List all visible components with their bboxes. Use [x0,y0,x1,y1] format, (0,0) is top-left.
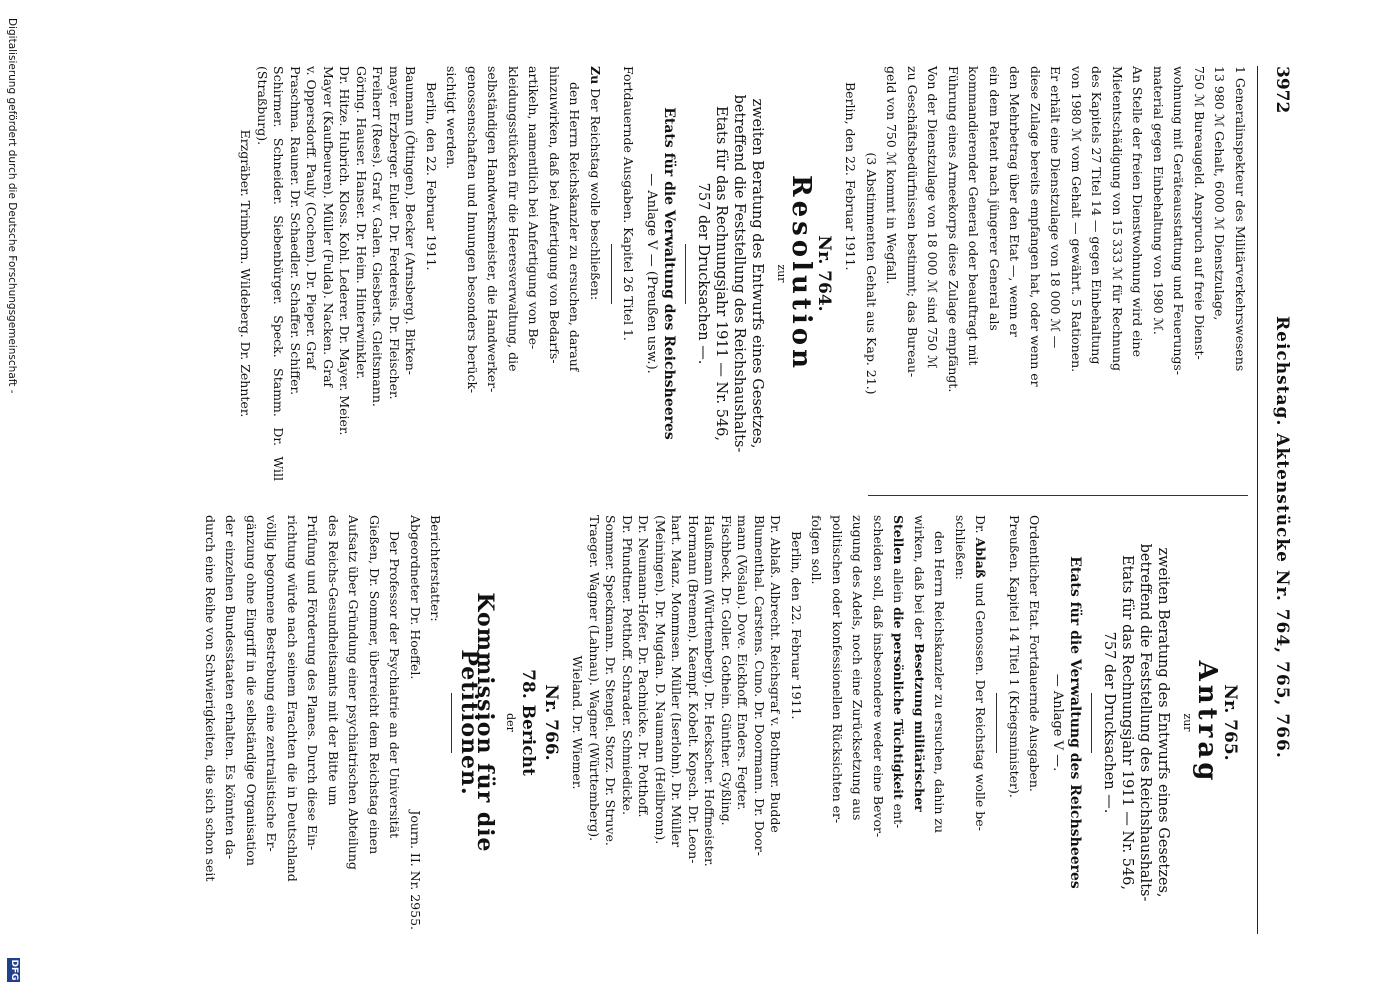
report-text: richtung würde nach seinem Erachten die in Deutschland [285,515,300,882]
intro-text: schließen: [953,515,968,580]
resolution-body: genossenschaften und Innungen besonders berück- [465,66,480,394]
section-number: Nr. 765. [1220,684,1240,761]
section-title [1101,515,1173,930]
intro-text: Dr. [973,515,989,538]
reporter-row [407,515,424,930]
motion-body: zugung des Adels, noch eine Zurücksetzung aus [850,515,866,821]
signatory-line: Freiherr (Rees). Graf v. Galen. Giesberts. Gleitsmann. [370,66,386,407]
signatories [237,66,419,481]
motion-body [911,515,928,930]
berichterstatter-label: Berichterstatter: [428,515,444,622]
budget-line: des Kapitels 27 Titel 14 — gegen Einbehaltung [1089,66,1105,365]
report-text: des Reichs-Gesundheitsamts mit der Bitte um [326,515,341,806]
resolution-body: artikeln, namentlich bei Anfertigung von Be- [526,66,542,350]
right-column [50,515,1248,930]
anlage-line: — Anlage V — (Preußen usw.). [644,173,659,374]
etats-heading: Etats für die Verwaltung des Reichsheeres [661,107,678,440]
title-line: zweiten Beratung des Entwurfs eines Gesetzes, [1155,547,1172,898]
intro-text: und Genossen. Der Reichstag wolle be- [973,578,989,831]
motion-body [890,515,907,930]
signatory-line: Fischbeck. Dr. Goller. Gothein. Günther. Gyßling. [719,515,734,826]
credit-text: Digitalisierung gefördert durch die Deutsche Forschungsgemeinschaft - [6,18,18,394]
report-text: Aufsatz über Gründung einer psychiatrischen Abteilung [346,515,362,870]
signatory-line: Dr. Neumann-Hofer. Dr. Pachnicke. Dr. Potthoff. [636,515,652,818]
budget-line: Von der Dienstzulage von 18 000 ℳ sind 750 ℳ [925,66,941,369]
budget-line: von 1980 ℳ vom Gehalt — gewährt. 5 Rationen. [1069,66,1084,373]
title-line: Etats für das Rechnungsjahr 1911 — Nr. 546, [713,105,730,442]
resolution-body: hinzuwirken, daß bei Anfertigung von Bedarfs- [547,66,562,364]
signatories [569,515,784,930]
zur-label: zur [775,264,788,283]
signatory-line: Dr. Pfundtner. Potthoff. Schrader. Schmiedicke. [620,515,635,815]
budget-line: material gegen Einbehaltung von 1980 ℳ. [1151,66,1166,335]
separator-rule [686,244,687,304]
intro-line [972,515,989,930]
signatory-line: mayer. Erzberger. Euler. Dr. Ferdereis. Dr. Fleischer. [387,66,402,400]
dfg-logo: DFG [9,959,19,981]
budget-line: ein dem Patent nach jüngerer General als [987,66,1002,331]
date-line: Berlin, den 22. Februar 1911. [789,531,804,720]
signatory-line: Schirmer. Schneider. Siebenbürger. Speck. Stamm. Dr. Will (Straßburg). [255,66,287,481]
signatory-line: Wieland. Dr. Wiemer. [570,655,586,790]
zu-label: Zu [588,66,603,85]
etats-heading: Etats für die Verwaltung des Reichsheeres [1067,556,1084,889]
date-line: Berlin, den 22. Februar 1911. [424,82,439,271]
section-nr-765 [569,515,1238,930]
budget-line: wohnung mit Geräteausstattung und Feuerungs- [1171,66,1187,376]
report-text: gänzung ohne Eingriff in die selbständige Organisation [244,515,259,866]
signatory-line: mann (Vöslau). Dove. Eickhoff. Enders. Fegter. [735,515,751,811]
signatory-line: Blumenthal. Carstens. Cuno. Dr. Doormann. Dr. Door- [752,515,767,856]
section-heading: Antrag [1192,660,1223,785]
resolution-body: den Herrn Reichskanzler zu ersuchen, darauf [567,82,583,372]
signatory-line: Göring. Hauser. Hanser. Dr. Heim. Hinterwinkler. [354,66,369,380]
zur-label: zur [1181,713,1194,732]
budget-line: Führung eines Armeekorps diese Zulage empfängt. [946,66,961,393]
budget-line: diese Zulage bereits empfangen hat, oder wenn er [1028,66,1043,387]
section-title [695,66,767,481]
page-number: 3972 [1272,66,1292,114]
ordentlicher-line: Ordentlicher Etat. Fortdauernde Ausgaben. [1027,515,1043,792]
budget-line: An Stelle der freien Dienstwohnung wird eine [1130,66,1146,357]
running-title: Reichstag. Aktenstücke Nr. 764, 765, 766. [1272,316,1292,759]
budget-line: 1 Generalinspekteur des Militärverkehrswesens [1233,66,1248,372]
section-nr-766 [202,515,560,930]
separator-rule [452,693,453,753]
budget-line: Mietentschädigung von 15 333 ℳ für Rechnung [1110,66,1125,371]
signatory-line: Traeger. Wagner (Lahnau). Wagner (Württemberg). [587,515,602,842]
motion-text: ent- [891,799,907,829]
left-column [50,66,1248,481]
motion-emphasis: Stellen [891,515,907,565]
signatory-line: v. Oppersdorff. Pauly (Cochem). Dr. Pieper. Graf [304,66,320,370]
budget-line: 13 980 ℳ Gehalt, 6000 ℳ Dienstzulage, [1212,66,1228,321]
motion-body: scheiden soll, daß insbesondere weder eine Bevor- [871,515,886,838]
report-text: Der Professor der Psychiatrie an der Universität [387,531,403,839]
separator-rule [997,693,998,753]
motion-text: wirken, daß bei der [912,515,927,644]
budget-line: 750 ℳ Bureaugeld. Anspruch auf freie Dienst- [1192,66,1207,360]
title-line: Etats für das Rechnungsjahr 1911 — Nr. 546, [1119,554,1136,891]
fortdauernde-line: Fortdauernde Ausgaben. Kapitel 26 Titel 1. [621,66,637,341]
signatory-line: (Meiningen). Dr. Mugdan. D. Naumann (Heilbronn). [653,515,668,845]
journal-number: Journ. II. Nr. 2955. [408,810,423,930]
budget-line: (3 Abstimmenten Gehalt aus Kap. 21.) [864,152,879,395]
report-text: durch eine Reihe von Schwierigkeiten, die sich schon seit [203,515,218,882]
report-text: Gießen, Dr. Sommer, überreicht dem Reichstag einen [367,515,382,855]
section-heading: Resolution [786,174,817,373]
section-number: Nr. 766. [541,684,561,761]
signatory-line: Sommer. Speckmann. Dr. Stengel. Storz. Dr. Struve. [603,515,619,846]
motion-text: allein [891,564,907,608]
anlage-line: — Anlage V —. [1050,673,1065,772]
signatory-line: Praschma. Rauner. Dr. Schaedler. Schaffer. Schiffer. [288,66,303,396]
intro-text: Der Reichstag wolle beschließen: [588,88,603,301]
section-nr-764 [237,66,832,481]
motion-body: folgen soll. [809,515,825,585]
resolution-body: selbständigen Handwerksmeister, die Handwerker- [485,66,501,393]
budget-line: zu Geschäftsbedürfnissen bestimmt; das Bureau- [905,66,920,378]
column-divider [868,495,1248,496]
signatory-line: Baumann (Öttingen). Becker (Arnsberg). Birken- [403,66,419,376]
motion-body: den Herrn Reichskanzler zu ersuchen, dahin zu [932,531,948,834]
commission-title: Kommission für die Petitionen. [456,592,499,853]
budget-line: Er erhält eine Dienstzulage von 18 000 ℳ — [1048,66,1064,349]
reporter-name: Abgeordneter Dr. Hoeffel. [408,515,423,680]
resolution-body: sichtigt werden. [444,66,460,169]
signatory-line: Hormann (Bremen). Kaempf. Kobelt. Kopsch. Dr. Leon- [686,515,701,864]
report-text: völlig begonnene Bestrebung eine zentralistische Er- [264,515,280,852]
motion-body: politischen oder konfessionellen Rücksichten er- [830,515,845,824]
report-text: der einzelnen Bundesstaaten erhalten. Es könnten da- [223,515,239,860]
title-line: betreffend die Feststellung des Reichshaushalts- [731,94,748,453]
separator-rule [1092,693,1093,753]
signatory-line: Mayer (Kaufbeuren). Müller (Fulda). Nacken. Graf [321,66,336,388]
digitization-credit [0,0,28,1000]
section-number: Nr. 764. [814,235,834,312]
motion-emphasis: die persönliche Tüchtigkeit [891,607,907,800]
page-header [1257,66,1298,934]
budget-line: geld von 750 ℳ kommt in Wegfall. [884,66,900,285]
signatory-line: hart. Manz. Mommsen. Müller (Iserlohn). Dr. Müller [669,515,685,848]
motion-emphasis: Besetzung militärischer [912,643,927,812]
der-label: der [504,713,517,732]
budget-line: kommandierender General oder beauftragt mit [966,66,982,366]
report-number: 78. Bericht [518,669,539,776]
title-line: zweiten Beratung des Entwurfs eines Gesetzes, [749,98,766,449]
mover-name: Ablaß [973,537,989,579]
signatory-line: Erzgräber. Trimborn. Wildeberg. Dr. Zehnter. [238,129,254,418]
budget-line: den Mehrbetrag über den Etat —, wenn er [1007,66,1023,337]
title-line: 757 der Drucksachen —. [1101,631,1118,814]
signatory-line: Dr. Ablaß. Albrecht. Reichsgraf v. Bothmer. Budde [768,515,784,833]
title-line: betreffend die Feststellung des Reichshaushalts- [1137,543,1154,902]
date-line: Berlin, den 22. Februar 1911. [843,82,859,271]
title-line: 757 der Drucksachen —. [695,182,712,365]
resolution-body: kleidungsstücken für die Heeresverwaltung, die [506,66,521,372]
separator-rule [611,244,612,304]
report-text: Prüfung und Förderung des Planes. Durch diese Ein- [305,515,321,851]
signatory-line: Haußmann (Württemberg). Dr. Heckscher. Hoffmeister. [702,515,718,867]
signatory-line: Dr. Hitze. Hubrich. Kloss. Kohl. Lederer. Dr. Mayer. Meier. [337,66,353,436]
budget-entry [842,66,1248,481]
preussen-line: Preußen. Kapitel 14 Titel 1 (Kriegsminister). [1007,515,1022,798]
